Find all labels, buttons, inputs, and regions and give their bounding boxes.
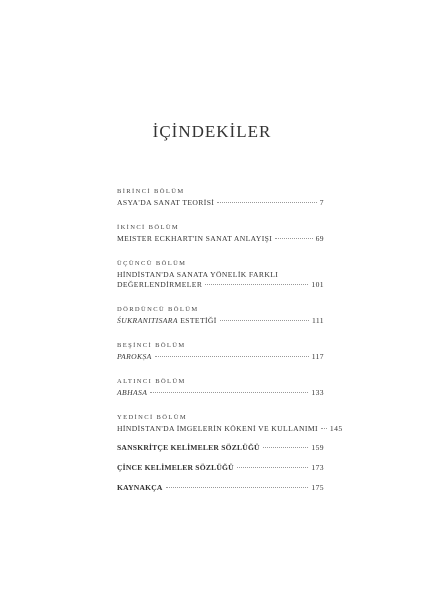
toc-entry[interactable] [117, 316, 324, 326]
entry-title: DEĞERLENDİRMELER [117, 280, 203, 289]
entry-title: PAROKṢA [117, 352, 152, 361]
toc-section-3 [117, 259, 324, 290]
toc-section-7 [117, 413, 343, 434]
entry-title: SANSKRİTÇE KELİMELER SÖZLÜĞÜ [117, 443, 260, 452]
section-kicker: DÖRDÜNCÜ BÖLÜM [117, 306, 199, 313]
page-number: 145 [329, 424, 343, 433]
toc-entry[interactable] [117, 198, 324, 208]
toc-entry[interactable] [117, 234, 324, 244]
page-number: 173 [311, 463, 324, 472]
dot-leader [321, 428, 327, 429]
page-number: 69 [315, 234, 324, 243]
toc-section-4 [117, 305, 324, 326]
dot-leader [217, 202, 317, 203]
section-kicker: YEDİNCİ BÖLÜM [117, 414, 188, 421]
entry-title: HİNDİSTAN'DA İMGELERİN KÖKENİ VE KULLANIMI [117, 424, 318, 433]
table-of-contents [117, 187, 343, 503]
toc-entry-bibliography[interactable] [117, 483, 324, 493]
entry-title: KAYNAKÇA [117, 483, 163, 492]
toc-entry[interactable] [117, 388, 324, 398]
page-number: 111 [311, 316, 324, 325]
toc-entry[interactable] [117, 352, 324, 362]
dot-leader [237, 467, 309, 468]
dot-leader [220, 320, 309, 321]
dot-leader [166, 487, 309, 488]
entry-title: MEISTER ECKHART'IN SANAT ANLAYIŞI [117, 234, 273, 243]
section-kicker: İKİNCİ BÖLÜM [117, 224, 180, 231]
toc-entry[interactable] [117, 424, 343, 434]
entry-title: ÇİNCE KELİMELER SÖZLÜĞÜ [117, 463, 234, 472]
dot-leader [205, 284, 308, 285]
entry-title-rest: ESTETİĞİ [180, 316, 217, 325]
section-kicker: BİRİNCİ BÖLÜM [117, 188, 185, 195]
page-number: 101 [311, 280, 324, 289]
entry-title-italic: ŚUKRANITISARA [117, 316, 178, 325]
page-number: 7 [319, 198, 324, 207]
page-title: İÇİNDEKİLER [152, 122, 272, 141]
page-number: 159 [311, 443, 324, 452]
entry-title: ABHASA [117, 388, 148, 397]
toc-section-1 [117, 187, 324, 208]
section-kicker: ALTINCI BÖLÜM [117, 378, 186, 385]
page-number: 175 [311, 483, 324, 492]
toc-section-6 [117, 377, 324, 398]
section-kicker: BEŞİNCİ BÖLÜM [117, 342, 186, 349]
page-number: 133 [311, 388, 324, 397]
toc-entry[interactable] [117, 280, 324, 290]
toc-entry-sanskrit-glossary[interactable] [117, 443, 324, 453]
toc-section-5 [117, 341, 324, 362]
entry-title: ASYA'DA SANAT TEORİSİ [117, 198, 215, 207]
dot-leader [275, 238, 312, 239]
entry-title [117, 316, 217, 326]
page-number: 117 [311, 352, 324, 361]
dot-leader [263, 447, 309, 448]
dot-leader [155, 356, 309, 357]
section-kicker: ÜÇÜNCÜ BÖLÜM [117, 260, 187, 267]
dot-leader [150, 392, 308, 393]
toc-entry-chinese-glossary[interactable] [117, 463, 324, 473]
toc-section-2 [117, 223, 324, 244]
entry-title-line1: HİNDİSTAN'DA SANATA YÖNELİK FARKLI [117, 270, 279, 279]
